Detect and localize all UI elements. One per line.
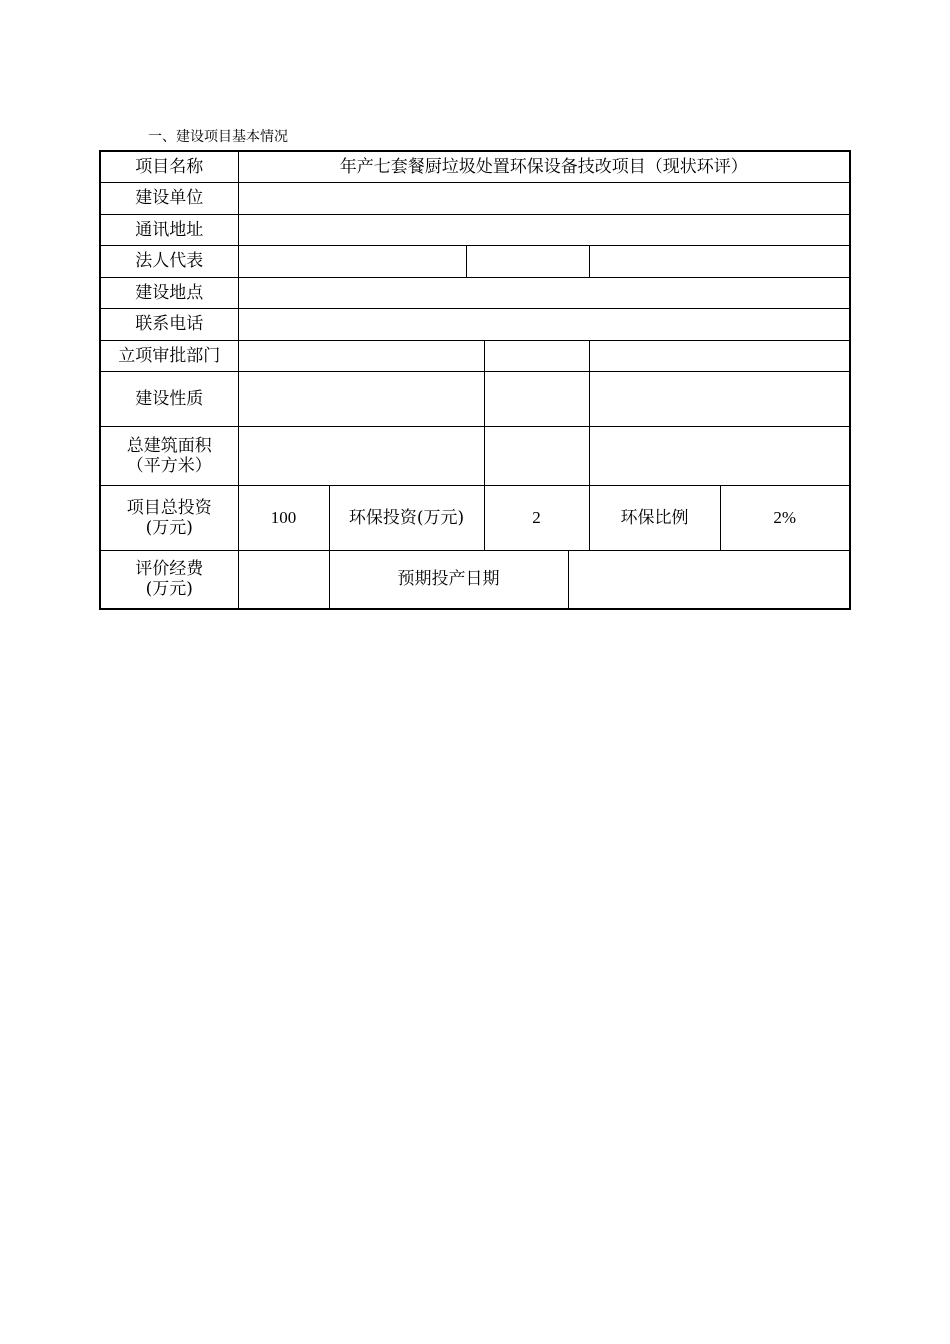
project-info-table — [99, 150, 851, 610]
project-name-value: 年产七套餐厨垃圾处置环保设备技改项目（现状环评） — [238, 151, 850, 182]
row-address — [100, 214, 850, 245]
site-label: 建设地点 — [100, 277, 238, 308]
row-investment — [100, 485, 850, 550]
row-area — [100, 426, 850, 485]
phone-value — [238, 308, 850, 340]
investment-label-line2: (万元) — [145, 517, 193, 538]
green-area-label — [484, 426, 589, 485]
area-label-line2: （平方米） — [126, 455, 212, 476]
address-label: 通讯地址 — [100, 214, 238, 245]
industry-label — [484, 371, 589, 426]
industry-value — [589, 371, 850, 426]
assessment-fee-label — [100, 550, 238, 609]
approval-doc-value — [589, 340, 850, 371]
env-investment-value: 2 — [484, 485, 589, 550]
assessment-fee-value — [238, 550, 329, 609]
site-value — [238, 277, 850, 308]
legal-rep-value — [238, 245, 466, 277]
area-label — [100, 426, 238, 485]
nature-value — [238, 371, 484, 426]
area-label-line1: 总建筑面积 — [126, 435, 212, 456]
nature-label: 建设性质 — [100, 371, 238, 426]
row-site — [100, 277, 850, 308]
row-construction-unit — [100, 182, 850, 214]
area-value — [238, 426, 484, 485]
legal-rep-contact-label — [466, 245, 589, 277]
section-heading: 一、建设项目基本情况 — [148, 129, 288, 145]
investment-label-line1: 项目总投资 — [126, 497, 212, 518]
row-approval-dept — [100, 340, 850, 371]
env-ratio-label: 环保比例 — [589, 485, 720, 550]
green-area-value — [589, 426, 850, 485]
phone-label: 联系电话 — [100, 308, 238, 340]
investment-value: 100 — [238, 485, 329, 550]
project-name-label: 项目名称 — [100, 151, 238, 182]
row-legal-rep — [100, 245, 850, 277]
assessment-fee-label-line1: 评价经费 — [135, 559, 204, 580]
investment-label — [100, 485, 238, 550]
env-investment-label: 环保投资(万元) — [329, 485, 484, 550]
approval-dept-value — [238, 340, 484, 371]
row-assessment — [100, 550, 850, 609]
row-phone — [100, 308, 850, 340]
approval-doc-label — [484, 340, 589, 371]
construction-unit-value — [238, 182, 850, 214]
env-ratio-value: 2% — [720, 485, 850, 550]
row-project-name — [100, 151, 850, 182]
production-date-label: 预期投产日期 — [329, 550, 568, 609]
address-value — [238, 214, 850, 245]
approval-dept-label: 立项审批部门 — [100, 340, 238, 371]
assessment-fee-label-line2: (万元) — [145, 579, 193, 600]
legal-rep-label: 法人代表 — [100, 245, 238, 277]
legal-rep-contact-value — [589, 245, 850, 277]
construction-unit-label: 建设单位 — [100, 182, 238, 214]
production-date-value — [568, 550, 850, 609]
row-nature — [100, 371, 850, 426]
